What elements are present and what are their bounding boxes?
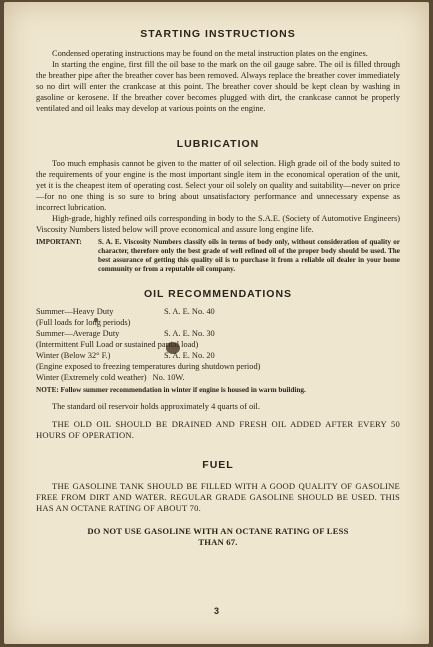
oil-row-label: (Intermittent Full Load or sustained partial load) [36,340,199,349]
oil-recommendations-table [36,306,400,383]
oil-row-label: (Engine exposed to freezing temperatures during shutdown period) [36,362,261,371]
important-label: IMPORTANT: [36,238,82,246]
winter-note: NOTE: Follow summer recommendation in winter if engine is housed in warm building. [36,386,306,394]
oil-recommendations-heading: OIL RECOMMENDATIONS [143,288,293,300]
lubrication-heading: LUBRICATION [176,138,260,150]
oil-row-value: S. A. E. No. 20 [164,351,215,360]
oil-row-label: Winter (Extremely cold weather) [36,373,147,382]
starting-heading: STARTING INSTRUCTIONS [140,28,296,40]
oil-row-value: S. A. E. No. 40 [164,307,215,316]
starting-paragraph-2: In starting the engine, first fill the oil base to the mark on the oil gauge sabre. The oil is filled through the breather pipe after the breather cover has been removed. Always replace the breather cover immediately so no dirt will enter the crankcase at this point. The breather cover should be kept clean by washing in gasoline or kerosene. If the breather cover becomes plugged with dirt, the crankcase cannot be properly ventilated and oil leaks may develop at various points on the engine. [36,60,400,113]
octane-warning: DO NOT USE GASOLINE WITH AN OCTANE RATING OF LESS THAN 67. [87,526,349,547]
oil-row [36,328,400,339]
fuel-paragraph: THE GASOLINE TANK SHOULD BE FILLED WITH A GOOD QUALITY OF GASOLINE FREE FROM DIRT AND WATER. REGULAR GRADE GASOLINE SHOULD BE USED. THIS HAS AN OCTANE RATING OF ABOUT 70. [36,481,400,513]
oil-row-label: Summer—Heavy Duty [36,307,114,316]
lubrication-paragraph-2: High-grade, highly refined oils corresponding in body to the S.A.E. (Society of Automotive Engineers) Viscosity Numbers listed below will prove economical and assure long engine life. [36,214,400,234]
drain-instruction: THE OLD OIL SHOULD BE DRAINED AND FRESH OIL ADDED AFTER EVERY 50 HOURS OF OPERATION. [36,419,400,440]
reservoir-text: The standard oil reservoir holds approximately 4 quarts of oil. [52,402,260,411]
important-notice [36,238,400,274]
oil-row [36,372,400,383]
oil-row [36,339,400,350]
document-page [4,2,429,644]
oil-row [36,361,400,372]
oil-row-value: S. A. E. No. 30 [164,329,215,338]
oil-row-label: Summer—Average Duty [36,329,120,338]
oil-row [36,350,400,361]
page-content [36,28,400,548]
starting-paragraph-1: Condensed operating instructions may be found on the metal instruction plates on the engines. [52,49,368,58]
oil-row-value: No. 10W. [152,373,185,382]
oil-row-label: (Full loads for long periods) [36,318,131,327]
fuel-heading: FUEL [202,459,234,471]
lubrication-paragraph-1: Too much emphasis cannot be given to the matter of oil selection. High grade oil of the body suited to the requirements of your engine is the most important single item in the economical operation of the unit, yet it is the cheapest item of operating cost. Select your oil solely on quality and suitability—never on price—for no one thing is so sure to bring about unsatisfactory performance and unnecessary expense as incorrect lubrication. [36,159,400,212]
important-text: S. A. E. Viscosity Numbers classify oils in terms of body only, without consideration of quality or character, therefore only the best grade of well refined oil of the proper body should be used. The best assurance of getting this quality oil is to purchase it from a reliable oil dealer in your home community or from a reputable oil company. [98,238,400,273]
oil-row [36,306,400,317]
page-number: 3 [213,606,219,616]
oil-row [36,317,400,328]
oil-row-label: Winter (Below 32° F.) [36,351,111,360]
